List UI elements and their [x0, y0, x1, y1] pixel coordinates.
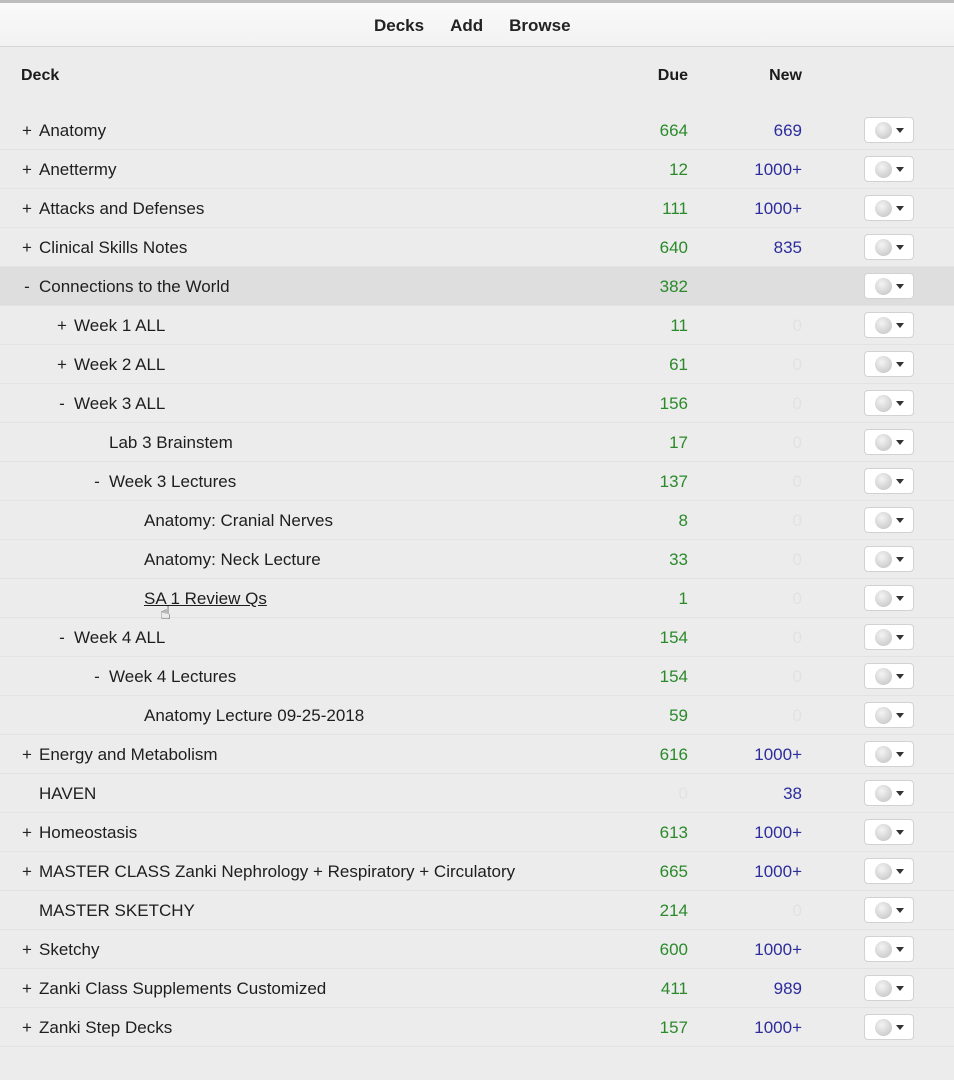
deck-name-link[interactable]: Anettermy — [39, 160, 117, 179]
deck-name-link[interactable]: Anatomy: Cranial Nerves — [144, 511, 333, 530]
chevron-down-icon — [896, 479, 904, 484]
deck-row[interactable] — [0, 618, 954, 657]
deck-options-button[interactable] — [864, 234, 914, 260]
chevron-down-icon — [896, 635, 904, 640]
top-toolbar — [0, 0, 954, 47]
gear-icon — [875, 824, 892, 841]
chevron-down-icon — [896, 518, 904, 523]
due-count: 616 — [659, 745, 688, 764]
browse-link[interactable]: Browse — [509, 16, 571, 35]
deck-name-link[interactable]: Week 3 ALL — [74, 394, 166, 413]
chevron-down-icon — [896, 596, 904, 601]
chevron-down-icon — [896, 674, 904, 679]
new-count: 1000+ — [754, 160, 802, 179]
deck-name-link[interactable]: Clinical Skills Notes — [39, 238, 188, 257]
gear-icon — [875, 395, 892, 412]
deck-name-link[interactable]: Anatomy — [39, 121, 107, 140]
deck-row[interactable] — [0, 1008, 954, 1047]
chevron-down-icon — [896, 245, 904, 250]
expand-icon[interactable]: + — [22, 199, 32, 218]
new-count: 669 — [773, 121, 802, 140]
due-count: 154 — [659, 667, 688, 686]
expand-icon[interactable]: + — [22, 940, 32, 959]
deck-row[interactable] — [0, 813, 954, 852]
deck-options-button[interactable] — [864, 975, 914, 1001]
due-count: 640 — [659, 238, 688, 257]
due-count: 613 — [659, 823, 688, 842]
deck-options-button[interactable] — [864, 351, 914, 377]
deck-name-link[interactable]: Energy and Metabolism — [39, 745, 218, 764]
deck-row[interactable] — [0, 345, 954, 384]
deck-table-header — [0, 67, 954, 91]
due-count: 214 — [659, 901, 688, 920]
new-count: 0 — [792, 706, 802, 725]
gear-icon — [875, 980, 892, 997]
new-count: 0 — [792, 433, 802, 452]
chevron-down-icon — [896, 167, 904, 172]
deck-row[interactable] — [0, 189, 954, 228]
deck-row[interactable] — [0, 462, 954, 501]
chevron-down-icon — [896, 947, 904, 952]
expand-icon[interactable]: + — [22, 745, 32, 764]
chevron-down-icon — [896, 323, 904, 328]
gear-icon — [875, 161, 892, 178]
gear-icon — [875, 668, 892, 685]
due-count: 154 — [659, 628, 688, 647]
gear-icon — [875, 551, 892, 568]
deck-row[interactable] — [0, 852, 954, 891]
deck-name-link[interactable]: Week 4 Lectures — [109, 667, 237, 686]
gear-icon — [875, 122, 892, 139]
gear-icon — [875, 473, 892, 490]
deck-name-link[interactable]: Anatomy: Neck Lecture — [144, 550, 321, 569]
new-count: 0 — [792, 511, 802, 530]
deck-name-link[interactable]: Homeostasis — [39, 823, 138, 842]
chevron-down-icon — [896, 908, 904, 913]
chevron-down-icon — [896, 986, 904, 991]
due-count: 12 — [669, 160, 688, 179]
deck-row[interactable] — [0, 657, 954, 696]
chevron-down-icon — [896, 713, 904, 718]
deck-row[interactable] — [0, 579, 954, 618]
collapse-icon[interactable]: - — [59, 628, 65, 647]
new-count: 0 — [792, 667, 802, 686]
gear-icon — [875, 512, 892, 529]
deck-row[interactable] — [0, 423, 954, 462]
deck-name-link[interactable]: Zanki Step Decks — [39, 1018, 173, 1037]
collapse-icon[interactable]: - — [94, 472, 100, 491]
deck-name-link[interactable]: Sketchy — [39, 940, 100, 959]
deck-name-link[interactable]: Attacks and Defenses — [39, 199, 205, 218]
chevron-down-icon — [896, 752, 904, 757]
gear-icon — [875, 278, 892, 295]
expand-icon[interactable]: + — [22, 823, 32, 842]
gear-icon — [875, 863, 892, 880]
deck-name-link[interactable]: Week 2 ALL — [74, 355, 166, 374]
hand-cursor-icon: ☝ — [160, 603, 171, 623]
new-count: 1000+ — [754, 823, 802, 842]
expand-icon[interactable]: + — [22, 121, 32, 140]
deck-list — [0, 111, 954, 1047]
new-count: 1000+ — [754, 862, 802, 881]
deck-options-button[interactable] — [864, 507, 914, 533]
deck-name-link[interactable]: Lab 3 Brainstem — [109, 433, 233, 452]
gear-icon — [875, 1019, 892, 1036]
gear-icon — [875, 707, 892, 724]
add-link[interactable]: Add — [450, 16, 484, 35]
expand-icon[interactable]: + — [22, 1018, 32, 1037]
new-count: 0 — [792, 589, 802, 608]
new-count: 989 — [773, 979, 802, 998]
deck-name-link[interactable]: MASTER SKETCHY — [39, 901, 195, 920]
deck-options-button[interactable] — [864, 663, 914, 689]
expand-icon[interactable]: + — [57, 355, 67, 374]
new-count: 0 — [792, 472, 802, 491]
deck-options-button[interactable] — [864, 1014, 914, 1040]
toolbar-links — [374, 16, 571, 36]
new-count: 1000+ — [754, 199, 802, 218]
deck-options-button[interactable] — [864, 390, 914, 416]
deck-options-button[interactable] — [864, 624, 914, 650]
gear-icon — [875, 590, 892, 607]
due-count: 1 — [678, 589, 688, 608]
due-count: 665 — [659, 862, 688, 881]
due-count: 11 — [670, 316, 688, 335]
deck-row[interactable] — [0, 735, 954, 774]
new-count: 1000+ — [754, 940, 802, 959]
gear-icon — [875, 785, 892, 802]
deck-options-button[interactable] — [864, 741, 914, 767]
due-count: 411 — [660, 979, 688, 998]
due-count: 156 — [659, 394, 688, 413]
deck-row[interactable] — [0, 228, 954, 267]
chevron-down-icon — [896, 206, 904, 211]
chevron-down-icon — [896, 362, 904, 367]
deck-row[interactable] — [0, 384, 954, 423]
chevron-down-icon — [896, 869, 904, 874]
due-count: 17 — [669, 433, 688, 452]
deck-name-link[interactable]: Anatomy Lecture 09-25-2018 — [144, 706, 365, 725]
new-count: 0 — [792, 316, 802, 335]
deck-options-button[interactable] — [864, 702, 914, 728]
gear-icon — [875, 200, 892, 217]
deck-options-button[interactable] — [864, 780, 914, 806]
deck-row[interactable] — [0, 150, 954, 189]
deck-options-button[interactable] — [864, 117, 914, 143]
expand-icon[interactable]: + — [22, 160, 32, 179]
gear-icon — [875, 629, 892, 646]
new-count: 0 — [792, 550, 802, 569]
gear-icon — [875, 356, 892, 373]
due-count: 111 — [662, 199, 688, 218]
new-count: 1000+ — [754, 1018, 802, 1037]
expand-icon[interactable]: + — [22, 862, 32, 881]
due-count: 0 — [678, 784, 688, 803]
chevron-down-icon — [896, 128, 904, 133]
chevron-down-icon — [896, 284, 904, 289]
deck-row[interactable] — [0, 501, 954, 540]
deck-row[interactable] — [0, 891, 954, 930]
deck-name-link[interactable]: Connections to the World — [39, 277, 230, 296]
deck-row[interactable] — [0, 267, 954, 306]
gear-icon — [875, 746, 892, 763]
new-count: 0 — [792, 394, 802, 413]
due-count: 61 — [669, 355, 688, 374]
deck-name-link[interactable]: HAVEN — [39, 784, 97, 803]
deck-options-button[interactable] — [864, 858, 914, 884]
new-count: 38 — [783, 784, 802, 803]
deck-row[interactable] — [0, 696, 954, 735]
due-count: 664 — [659, 121, 688, 140]
collapse-icon[interactable]: - — [59, 394, 65, 413]
deck-options-button[interactable] — [864, 429, 914, 455]
deck-row[interactable] — [0, 540, 954, 579]
deck-options-button[interactable] — [864, 195, 914, 221]
due-count: 600 — [659, 940, 688, 959]
expand-icon[interactable]: + — [57, 316, 67, 335]
deck-options-button[interactable] — [864, 585, 914, 611]
deck-name-link[interactable]: Week 1 ALL — [74, 316, 166, 335]
chevron-down-icon — [896, 557, 904, 562]
gear-icon — [875, 902, 892, 919]
deck-column-header: Deck — [21, 67, 60, 84]
deck-options-button[interactable] — [864, 468, 914, 494]
deck-row[interactable] — [0, 111, 954, 150]
new-count: 0 — [792, 901, 802, 920]
deck-options-button[interactable] — [864, 546, 914, 572]
new-count: 0 — [792, 628, 802, 647]
deck-row[interactable] — [0, 774, 954, 813]
deck-name-link[interactable]: Week 4 ALL — [74, 628, 166, 647]
expand-icon[interactable]: + — [22, 238, 32, 257]
deck-row[interactable] — [0, 306, 954, 345]
due-count: 137 — [659, 472, 688, 491]
chevron-down-icon — [896, 830, 904, 835]
gear-icon — [875, 239, 892, 256]
deck-name-link[interactable]: SA 1 Review Qs — [144, 589, 267, 608]
deck-options-button[interactable] — [864, 897, 914, 923]
new-count: 0 — [792, 355, 802, 374]
expand-icon[interactable]: + — [22, 979, 32, 998]
deck-options-button[interactable] — [864, 156, 914, 182]
gear-icon — [875, 941, 892, 958]
due-count: 8 — [678, 511, 688, 530]
due-count: 157 — [659, 1018, 688, 1037]
deck-options-button[interactable] — [864, 936, 914, 962]
deck-options-button[interactable] — [864, 273, 914, 299]
new-column-header: New — [769, 67, 802, 84]
deck-name-link[interactable]: Week 3 Lectures — [109, 472, 237, 491]
decks-link[interactable]: Decks — [374, 16, 425, 35]
due-column-header: Due — [657, 67, 688, 84]
due-count: 382 — [659, 277, 688, 296]
deck-options-button[interactable] — [864, 312, 914, 338]
collapse-icon[interactable]: - — [94, 667, 100, 686]
new-count: 835 — [773, 238, 802, 257]
gear-icon — [875, 317, 892, 334]
collapse-icon[interactable]: - — [24, 277, 30, 296]
chevron-down-icon — [896, 440, 904, 445]
deck-options-button[interactable] — [864, 819, 914, 845]
chevron-down-icon — [896, 1025, 904, 1030]
deck-row[interactable] — [0, 930, 954, 969]
chevron-down-icon — [896, 401, 904, 406]
deck-row[interactable] — [0, 969, 954, 1008]
deck-name-link[interactable]: MASTER CLASS Zanki Nephrology + Respiratory + Circulatory — [39, 862, 516, 881]
due-count: 33 — [669, 550, 688, 569]
gear-icon — [875, 434, 892, 451]
deck-name-link[interactable]: Zanki Class Supplements Customized — [39, 979, 327, 998]
due-count: 59 — [669, 706, 688, 725]
new-count: 1000+ — [754, 745, 802, 764]
chevron-down-icon — [896, 791, 904, 796]
